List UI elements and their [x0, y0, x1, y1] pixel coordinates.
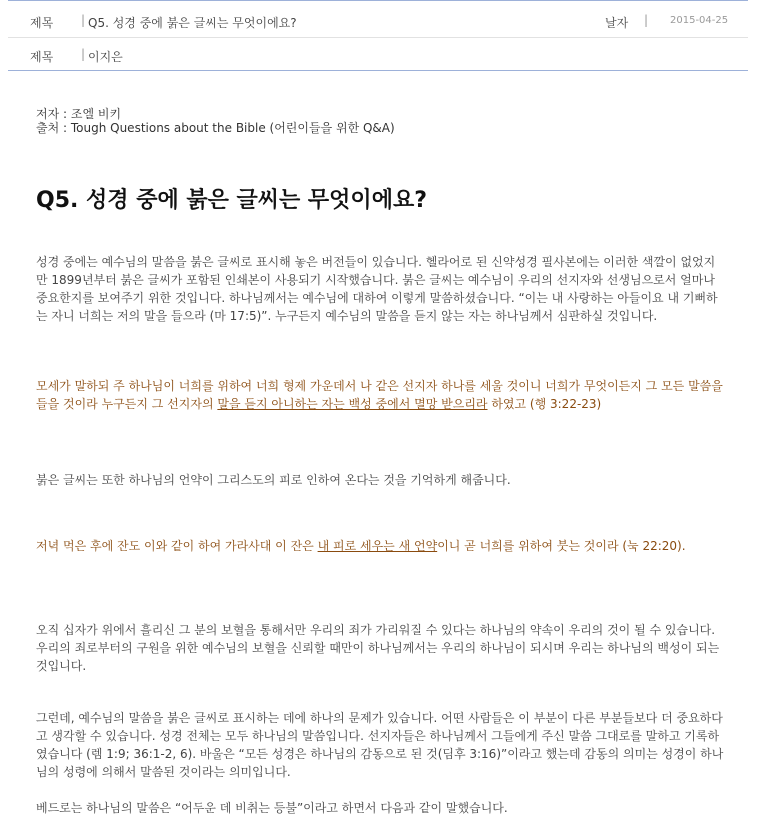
title-row [8, 0, 748, 38]
paragraph: 붉은 글씨는 또한 하나님의 언약이 그리스도의 피로 인하여 온다는 것을 기억하게 해줍니다. [36, 473, 511, 487]
author-line: 저자 : 조엘 비키 [36, 107, 122, 121]
article-body [36, 107, 726, 815]
separator: | [644, 13, 649, 27]
separator: | [81, 47, 86, 61]
quote-text: 하였고 (행 3:22-23) [487, 397, 602, 411]
paragraph: 오직 십자가 위에서 흘리신 그 분의 보혈을 통해서만 우리의 죄가 가리워질 수 있다는 하나님의 약속이 우리의 것이 될 수 있습니다. 우리의 죄로부터의 구원을 위한 예수님의 보혈을 신뢰할 때만이 하나님께서는 우리의 하나님이 되시며 우리는 하나님의 백성이 되는 것입니다. [36, 623, 720, 673]
source-line: 출처 : Tough Questions about the Bible (어린이들을 위한 Q&A) [36, 121, 395, 135]
post-title: Q5. 성경 중에 붉은 글씨는 무엇이에요? [88, 16, 297, 30]
post-author: 이지은 [88, 50, 123, 64]
date-label: 날자 [605, 16, 629, 30]
quote-text: 저녁 먹은 후에 잔도 이와 같이 하여 가라사대 이 잔은 [36, 539, 318, 553]
quote-text: 이니 곧 너희를 위하여 붓는 것이라 (눅 22:20). [437, 539, 686, 553]
separator: | [81, 13, 86, 27]
author-row [8, 38, 748, 71]
article-meta [36, 107, 726, 135]
scripture-quote [36, 377, 726, 413]
quote-underline: 말을 듣지 아니하는 자는 백성 중에서 멸망 받으리라 [217, 397, 488, 411]
paragraph: 성경 중에는 예수님의 말씀을 붉은 글씨로 표시해 놓은 버전들이 있습니다. 헬라어로 된 신약성경 필사본에는 이러한 색깔이 없었지만 1899년부터 붉은 글씨가 포함된 인쇄본이 사용되기 시작했습니다. 붉은 글씨는 예수님이 우리의 선지자와 선생님으로서 얼마나 중요한지를 보여주기 위한 것입니다. 하나님께서는 예수님에 대하여 이렇게 말씀하셨습니다. “이는 내 사랑하는 아들이요 내 기뻐하는 자니 너희는 저의 말을 들으라 (마 17:5)”. 누구든지 예수님의 말씀을 듣지 않는 자는 하나님께서 심판하실 것입니다. [36, 255, 718, 323]
title-label: 제목 [30, 16, 54, 30]
quote-text: 모세가 말하되 주 하나님이 너희를 위하여 너희 형제 가운데서 나 같은 선지자 하나를 세울 것이니 너희가 무엇이든지 그 모든 말씀을 들을 것이라 누구든지 그 선지자의 [36, 379, 723, 411]
paragraph: 베드로는 하나님의 말씀은 “어두운 데 비취는 등불”이라고 하면서 다음과 같이 말했습니다. [36, 801, 508, 815]
post-date: 2015-04-25 [670, 15, 729, 26]
paragraph: 그런데, 예수님의 말씀을 붉은 글씨로 표시하는 데에 하나의 문제가 있습니다. 어떤 사람들은 이 부분이 다른 부분들보다 더 중요하다고 생각할 수 있습니다. 성경 전체는 모두 하나님의 말씀입니다. 선지자들은 하나님께서 그들에게 주신 말씀 그대로를 말하고 기록하였습니다 (렘 1:9; 36:1-2, 6). 바울은 “모든 성경은 하나님의 감동으로 된 것(딤후 3:16)”이라고 했는데 감동의 의미는 성경이 하나님의 성령에 의해서 말씀된 것이라는 의미입니다. [36, 711, 724, 779]
scripture-quote [36, 537, 726, 555]
quote-underline: 내 피로 세우는 새 언약 [317, 539, 438, 553]
author-label: 제목 [30, 50, 54, 64]
post-board [8, 0, 748, 71]
article-heading: Q5. 성경 중에 붉은 글씨는 무엇이에요? [36, 188, 427, 213]
